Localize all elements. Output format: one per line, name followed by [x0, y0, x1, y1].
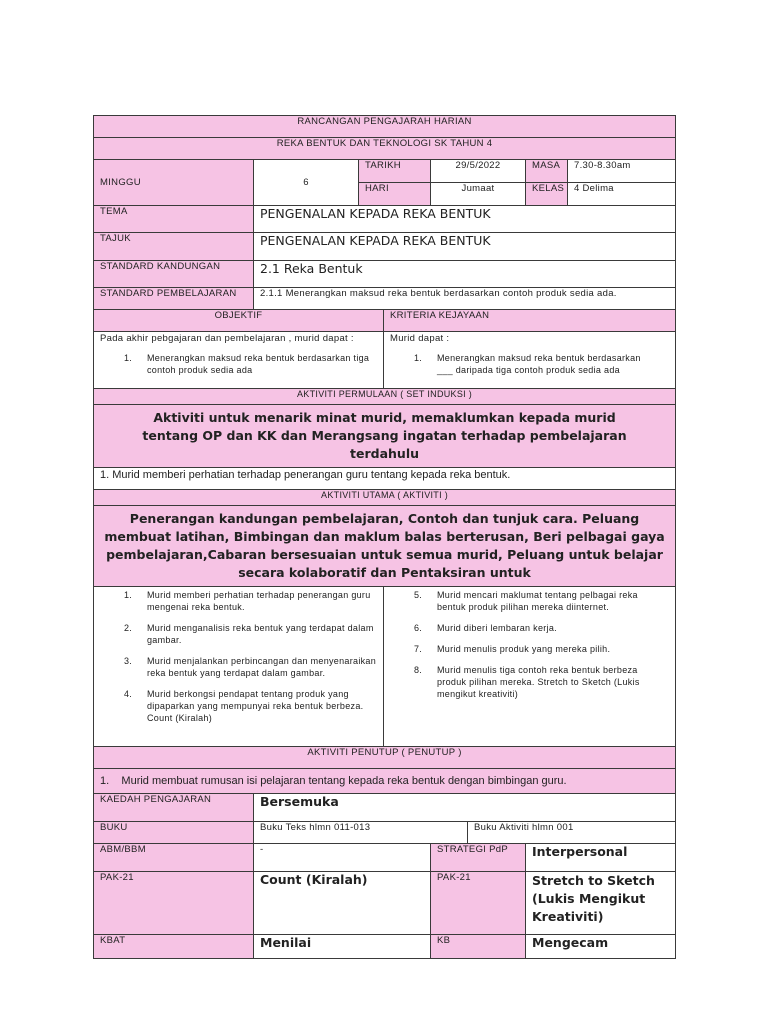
tema-value: PENGENALAN KEPADA REKA BENTUK	[254, 206, 676, 233]
tajuk-label: TAJUK	[94, 233, 254, 261]
penutup-step-cell	[94, 769, 676, 794]
kbat-label: KBAT	[94, 935, 254, 959]
kriteria-header: KRITERIA KEJAYAAN	[384, 310, 676, 332]
pak21-label-2: PAK-21	[431, 872, 526, 935]
step-text: Murid menulis produk yang mereka pilih.	[437, 644, 611, 654]
kb-value: Mengecam	[526, 935, 676, 959]
minggu-value: 6	[254, 160, 359, 206]
kriteria-item	[390, 352, 669, 376]
activity-step	[100, 688, 377, 724]
activity-step	[390, 643, 669, 655]
step-text: Murid menulis tiga contoh reka bentuk berbeza produk pilihan mereka. Stretch to Sketch (Lukis mengikut kreativiti)	[437, 665, 640, 699]
tarikh-value: 29/5/2022	[431, 160, 526, 183]
pak21-label: PAK-21	[94, 872, 254, 935]
lesson-plan-document	[93, 115, 675, 959]
objektif-item	[100, 352, 377, 376]
lesson-plan-table	[93, 115, 676, 959]
kriteria-item-line2: ___ daripada tiga contoh produk sedia ada	[437, 365, 620, 375]
step-text: Murid menjalankan perbincangan dan menyenaraikan reka bentuk yang terdapat dalam gambar.	[147, 656, 377, 678]
kelas-value: 4 Delima	[568, 183, 676, 206]
buku-teks: Buku Teks hlmn 011-013	[254, 822, 468, 844]
kriteria-cell	[384, 332, 676, 389]
standard-kandungan-label: STANDARD KANDUNGAN	[94, 261, 254, 288]
pak21-value: Count (Kiralah)	[254, 872, 431, 935]
kb-label: KB	[431, 935, 526, 959]
step-text: Murid mencari maklumat tentang pelbagai reka bentuk produk pilihan mereka diinternet.	[437, 590, 638, 612]
kbat-value: Menilai	[254, 935, 431, 959]
objektif-header: OBJEKTIF	[94, 310, 384, 332]
utama-header: AKTIVITI UTAMA ( AKTIVITI )	[94, 490, 676, 506]
permulaan-description: Aktiviti untuk menarik minat murid, memaklumkan kepada murid tentang OP dan KK dan Merangsang ingatan terhadap pembelajaran terdahulu	[94, 405, 676, 468]
page-title: RANCANGAN PENGAJARAH HARIAN	[94, 116, 676, 138]
subject-title: REKA BENTUK DAN TEKNOLOGI SK TAHUN 4	[94, 138, 676, 160]
subject-row	[94, 138, 676, 160]
step-text: Murid memberi perhatian terhadap penerangan guru mengenai reka bentuk.	[147, 590, 371, 612]
minggu-label: MINGGU	[94, 160, 254, 206]
masa-label: MASA	[526, 160, 568, 183]
kriteria-intro: Murid dapat :	[390, 333, 450, 344]
permulaan-step: 1. Murid memberi perhatian terhadap penerangan guru tentang kepada reka bentuk.	[94, 468, 676, 490]
objektif-cell	[94, 332, 384, 389]
step-text: Murid berkongsi pendapat tentang produk yang dipaparkan yang mempunyai reka bentuk berbeza. Count (Kiralah)	[147, 689, 364, 723]
list-number: 1.	[124, 353, 133, 363]
utama-left-steps	[100, 589, 377, 724]
activity-step	[100, 622, 377, 646]
kriteria-list	[390, 352, 669, 376]
abm-value: -	[254, 844, 431, 872]
utama-left-cell	[94, 587, 384, 747]
kaedah-value: Bersemuka	[254, 794, 676, 822]
tema-label: TEMA	[94, 206, 254, 233]
hari-label: HARI	[359, 183, 431, 206]
activity-step	[100, 589, 377, 613]
masa-value: 7.30-8.30am	[568, 160, 676, 183]
utama-description: Penerangan kandungan pembelajaran, Contoh dan tunjuk cara. Peluang membuat latihan, Bimbingan dan maklum balas berterusan, Beri pelbagai gaya pembelajaran,Cabaran bersesuaian untuk semua murid, Peluang untuk belajar secara kolaboratif dan Pentaksiran untuk	[94, 506, 676, 587]
step-number: 3.	[124, 656, 133, 666]
title-row	[94, 116, 676, 138]
strategi-value: Interpersonal	[526, 844, 676, 872]
hari-value: Jumaat	[431, 183, 526, 206]
permulaan-header: AKTIVITI PERMULAAN ( SET INDUKSI )	[94, 389, 676, 405]
penutup-step: Murid membuat rumusan isi pelajaran tentang kepada reka bentuk dengan bimbingan guru.	[121, 775, 567, 787]
objektif-intro: Pada akhir pebgajaran dan pembelajaran , murid dapat :	[100, 333, 354, 344]
objektif-item-text: Menerangkan maksud reka bentuk berdasarkan tiga contoh produk sedia ada	[147, 353, 370, 375]
kelas-label: KELAS	[526, 183, 568, 206]
step-number: 5.	[414, 590, 423, 600]
penutup-header: AKTIVITI PENUTUP ( PENUTUP )	[94, 747, 676, 769]
activity-step	[390, 589, 669, 613]
penutup-step-number: 1.	[100, 775, 110, 787]
step-text: Murid menganalisis reka bentuk yang terdapat dalam gambar.	[147, 623, 374, 645]
step-number: 7.	[414, 644, 423, 654]
abm-label: ABM/BBM	[94, 844, 254, 872]
step-text: Murid diberi lembaran kerja.	[437, 623, 557, 633]
step-number: 4.	[124, 689, 133, 699]
standard-pembelajaran-label: STANDARD PEMBELAJARAN	[94, 288, 254, 310]
activity-step	[390, 622, 669, 634]
activity-step	[100, 655, 377, 679]
kriteria-item-line1: Menerangkan maksud reka bentuk berdasarkan	[437, 353, 641, 363]
objektif-list	[100, 352, 377, 376]
activity-step	[390, 664, 669, 700]
step-number: 1.	[124, 590, 133, 600]
tajuk-value: PENGENALAN KEPADA REKA BENTUK	[254, 233, 676, 261]
standard-pembelajaran-value: 2.1.1 Menerangkan maksud reka bentuk berdasarkan contoh produk sedia ada.	[254, 288, 676, 310]
utama-right-steps	[390, 589, 669, 700]
step-number: 6.	[414, 623, 423, 633]
step-number: 2.	[124, 623, 133, 633]
utama-right-cell	[384, 587, 676, 747]
kaedah-label: KAEDAH PENGAJARAN	[94, 794, 254, 822]
list-number: 1.	[414, 353, 423, 363]
tarikh-label: TARIKH	[359, 160, 431, 183]
pak21-value-2: Stretch to Sketch (Lukis Mengikut Kreativiti)	[526, 872, 676, 935]
standard-kandungan-value: 2.1 Reka Bentuk	[254, 261, 676, 288]
strategi-label: STRATEGI PdP	[431, 844, 526, 872]
buku-aktiviti: Buku Aktiviti hlmn 001	[468, 822, 676, 844]
step-number: 8.	[414, 665, 423, 675]
buku-label: BUKU	[94, 822, 254, 844]
